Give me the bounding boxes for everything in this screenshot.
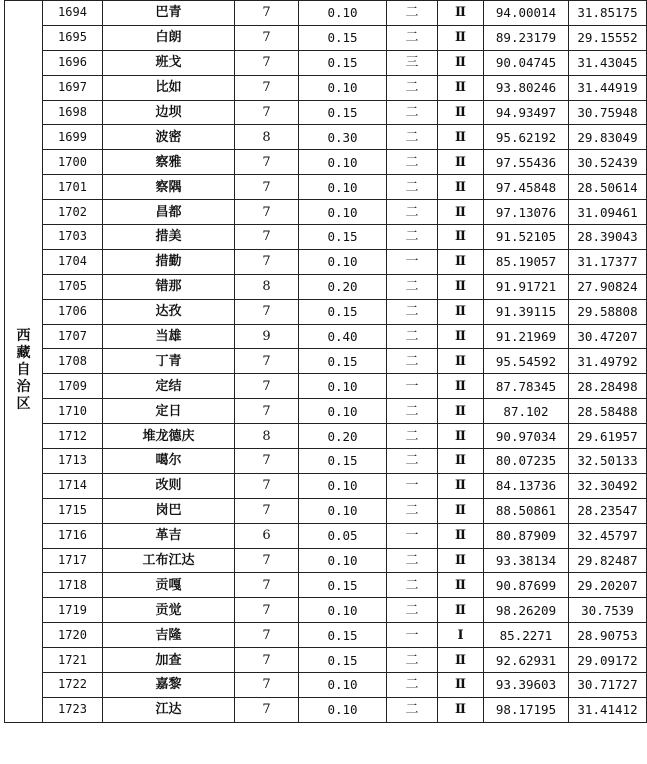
- intensity-cell: 7: [235, 399, 299, 424]
- site-class-cell: Ⅱ: [438, 374, 484, 399]
- latitude-cell: 30.52439: [569, 150, 647, 175]
- station-code-cell: 1714: [43, 473, 103, 498]
- table-row: [5, 573, 647, 598]
- intensity-cell: 8: [235, 125, 299, 150]
- site-class-cell: Ⅱ: [438, 249, 484, 274]
- station-code-cell: 1715: [43, 498, 103, 523]
- site-class-cell: Ⅱ: [438, 424, 484, 449]
- longitude-cell: 87.78345: [484, 374, 569, 399]
- table-row: [5, 598, 647, 623]
- site-class-cell: Ⅱ: [438, 473, 484, 498]
- intensity-cell: 7: [235, 1, 299, 26]
- site-class-cell: Ⅰ: [438, 623, 484, 648]
- longitude-cell: 91.52105: [484, 225, 569, 250]
- acceleration-cell: 0.15: [299, 299, 387, 324]
- table-row: [5, 473, 647, 498]
- table-row: [5, 623, 647, 648]
- site-class-cell: Ⅱ: [438, 324, 484, 349]
- site-class-cell: Ⅱ: [438, 598, 484, 623]
- group-cell: 三: [387, 50, 438, 75]
- site-class-cell: Ⅱ: [438, 673, 484, 698]
- latitude-cell: 28.23547: [569, 498, 647, 523]
- group-cell: 二: [387, 125, 438, 150]
- county-name-cell: 巴青: [103, 1, 235, 26]
- longitude-cell: 97.55436: [484, 150, 569, 175]
- intensity-cell: 7: [235, 449, 299, 474]
- latitude-cell: 30.7539: [569, 598, 647, 623]
- intensity-cell: 7: [235, 175, 299, 200]
- longitude-cell: 94.93497: [484, 100, 569, 125]
- table-row: [5, 548, 647, 573]
- group-cell: 二: [387, 399, 438, 424]
- acceleration-cell: 0.10: [299, 249, 387, 274]
- latitude-cell: 29.58808: [569, 299, 647, 324]
- site-class-cell: Ⅱ: [438, 548, 484, 573]
- acceleration-cell: 0.30: [299, 125, 387, 150]
- group-cell: 二: [387, 349, 438, 374]
- intensity-cell: 7: [235, 150, 299, 175]
- acceleration-cell: 0.10: [299, 673, 387, 698]
- longitude-cell: 87.102: [484, 399, 569, 424]
- region-character: 自: [16, 361, 31, 378]
- longitude-cell: 88.50861: [484, 498, 569, 523]
- county-name-cell: 江达: [103, 697, 235, 722]
- site-class-cell: Ⅱ: [438, 1, 484, 26]
- longitude-cell: 93.38134: [484, 548, 569, 573]
- county-name-cell: 察隅: [103, 175, 235, 200]
- county-name-cell: 措美: [103, 225, 235, 250]
- group-cell: 一: [387, 374, 438, 399]
- station-code-cell: 1716: [43, 523, 103, 548]
- longitude-cell: 94.00014: [484, 1, 569, 26]
- acceleration-cell: 0.40: [299, 324, 387, 349]
- longitude-cell: 97.13076: [484, 200, 569, 225]
- group-cell: 二: [387, 100, 438, 125]
- county-name-cell: 昌都: [103, 200, 235, 225]
- longitude-cell: 90.87699: [484, 573, 569, 598]
- county-name-cell: 革吉: [103, 523, 235, 548]
- region-character: 西: [16, 327, 31, 344]
- group-cell: 二: [387, 598, 438, 623]
- group-cell: 二: [387, 274, 438, 299]
- latitude-cell: 30.75948: [569, 100, 647, 125]
- acceleration-cell: 0.15: [299, 623, 387, 648]
- latitude-cell: 32.30492: [569, 473, 647, 498]
- county-name-cell: 定结: [103, 374, 235, 399]
- acceleration-cell: 0.15: [299, 648, 387, 673]
- table-row: [5, 100, 647, 125]
- intensity-cell: 7: [235, 50, 299, 75]
- table-row: [5, 125, 647, 150]
- site-class-cell: Ⅱ: [438, 349, 484, 374]
- site-class-cell: Ⅱ: [438, 175, 484, 200]
- region-character: 治: [16, 378, 31, 395]
- longitude-cell: 91.39115: [484, 299, 569, 324]
- site-class-cell: Ⅱ: [438, 523, 484, 548]
- acceleration-cell: 0.10: [299, 1, 387, 26]
- acceleration-cell: 0.10: [299, 598, 387, 623]
- acceleration-cell: 0.15: [299, 349, 387, 374]
- acceleration-cell: 0.10: [299, 150, 387, 175]
- intensity-cell: 8: [235, 274, 299, 299]
- site-class-cell: Ⅱ: [438, 573, 484, 598]
- county-name-cell: 贡嘎: [103, 573, 235, 598]
- group-cell: 二: [387, 498, 438, 523]
- station-code-cell: 1705: [43, 274, 103, 299]
- station-code-cell: 1706: [43, 299, 103, 324]
- table-row: [5, 648, 647, 673]
- site-class-cell: Ⅱ: [438, 697, 484, 722]
- intensity-cell: 7: [235, 249, 299, 274]
- intensity-cell: 7: [235, 299, 299, 324]
- site-class-cell: Ⅱ: [438, 399, 484, 424]
- latitude-cell: 28.50614: [569, 175, 647, 200]
- acceleration-cell: 0.05: [299, 523, 387, 548]
- acceleration-cell: 0.10: [299, 473, 387, 498]
- longitude-cell: 84.13736: [484, 473, 569, 498]
- longitude-cell: 95.62192: [484, 125, 569, 150]
- latitude-cell: 27.90824: [569, 274, 647, 299]
- station-code-cell: 1722: [43, 673, 103, 698]
- group-cell: 二: [387, 1, 438, 26]
- region-cell: [5, 1, 43, 723]
- acceleration-cell: 0.15: [299, 50, 387, 75]
- intensity-cell: 7: [235, 573, 299, 598]
- table-row: [5, 50, 647, 75]
- site-class-cell: Ⅱ: [438, 150, 484, 175]
- table-row: [5, 200, 647, 225]
- table-row: [5, 299, 647, 324]
- latitude-cell: 28.39043: [569, 225, 647, 250]
- group-cell: 二: [387, 548, 438, 573]
- intensity-cell: 7: [235, 374, 299, 399]
- latitude-cell: 29.20207: [569, 573, 647, 598]
- acceleration-cell: 0.15: [299, 573, 387, 598]
- group-cell: 二: [387, 225, 438, 250]
- latitude-cell: 29.83049: [569, 125, 647, 150]
- station-code-cell: 1721: [43, 648, 103, 673]
- group-cell: 二: [387, 299, 438, 324]
- longitude-cell: 97.45848: [484, 175, 569, 200]
- county-seismic-table: [4, 0, 647, 723]
- station-code-cell: 1695: [43, 25, 103, 50]
- county-name-cell: 察雅: [103, 150, 235, 175]
- station-code-cell: 1710: [43, 399, 103, 424]
- station-code-cell: 1719: [43, 598, 103, 623]
- latitude-cell: 31.85175: [569, 1, 647, 26]
- site-class-cell: Ⅱ: [438, 200, 484, 225]
- latitude-cell: 30.71727: [569, 673, 647, 698]
- site-class-cell: Ⅱ: [438, 100, 484, 125]
- station-code-cell: 1713: [43, 449, 103, 474]
- site-class-cell: Ⅱ: [438, 225, 484, 250]
- county-name-cell: 堆龙德庆: [103, 424, 235, 449]
- intensity-cell: 7: [235, 200, 299, 225]
- station-code-cell: 1712: [43, 424, 103, 449]
- intensity-cell: 8: [235, 424, 299, 449]
- latitude-cell: 31.43045: [569, 50, 647, 75]
- latitude-cell: 28.28498: [569, 374, 647, 399]
- longitude-cell: 90.04745: [484, 50, 569, 75]
- table-row: [5, 349, 647, 374]
- station-code-cell: 1707: [43, 324, 103, 349]
- group-cell: 二: [387, 175, 438, 200]
- group-cell: 二: [387, 200, 438, 225]
- table-row: [5, 75, 647, 100]
- longitude-cell: 89.23179: [484, 25, 569, 50]
- intensity-cell: 7: [235, 648, 299, 673]
- county-name-cell: 班戈: [103, 50, 235, 75]
- longitude-cell: 98.26209: [484, 598, 569, 623]
- intensity-cell: 7: [235, 673, 299, 698]
- latitude-cell: 28.58488: [569, 399, 647, 424]
- group-cell: 一: [387, 473, 438, 498]
- station-code-cell: 1718: [43, 573, 103, 598]
- longitude-cell: 85.19057: [484, 249, 569, 274]
- site-class-cell: Ⅱ: [438, 75, 484, 100]
- table-row: [5, 399, 647, 424]
- group-cell: 二: [387, 150, 438, 175]
- latitude-cell: 31.17377: [569, 249, 647, 274]
- table-row: [5, 449, 647, 474]
- county-name-cell: 当雄: [103, 324, 235, 349]
- latitude-cell: 32.50133: [569, 449, 647, 474]
- latitude-cell: 31.49792: [569, 349, 647, 374]
- table-row: [5, 225, 647, 250]
- station-code-cell: 1703: [43, 225, 103, 250]
- station-code-cell: 1708: [43, 349, 103, 374]
- acceleration-cell: 0.10: [299, 75, 387, 100]
- intensity-cell: 7: [235, 598, 299, 623]
- latitude-cell: 28.90753: [569, 623, 647, 648]
- intensity-cell: 7: [235, 498, 299, 523]
- site-class-cell: Ⅱ: [438, 648, 484, 673]
- group-cell: 一: [387, 623, 438, 648]
- latitude-cell: 32.45797: [569, 523, 647, 548]
- county-name-cell: 定日: [103, 399, 235, 424]
- region-character: 藏: [16, 344, 31, 361]
- group-cell: 二: [387, 573, 438, 598]
- table-row: [5, 25, 647, 50]
- county-name-cell: 丁青: [103, 349, 235, 374]
- region-character: 区: [16, 395, 31, 412]
- site-class-cell: Ⅱ: [438, 125, 484, 150]
- group-cell: 二: [387, 424, 438, 449]
- intensity-cell: 6: [235, 523, 299, 548]
- county-name-cell: 边坝: [103, 100, 235, 125]
- table-row: [5, 523, 647, 548]
- station-code-cell: 1697: [43, 75, 103, 100]
- table-row: [5, 249, 647, 274]
- site-class-cell: Ⅱ: [438, 25, 484, 50]
- group-cell: 二: [387, 25, 438, 50]
- station-code-cell: 1696: [43, 50, 103, 75]
- group-cell: 一: [387, 523, 438, 548]
- longitude-cell: 98.17195: [484, 697, 569, 722]
- latitude-cell: 31.09461: [569, 200, 647, 225]
- county-name-cell: 岗巴: [103, 498, 235, 523]
- latitude-cell: 30.47207: [569, 324, 647, 349]
- latitude-cell: 31.44919: [569, 75, 647, 100]
- group-cell: 二: [387, 697, 438, 722]
- longitude-cell: 85.2271: [484, 623, 569, 648]
- county-name-cell: 嘉黎: [103, 673, 235, 698]
- acceleration-cell: 0.15: [299, 449, 387, 474]
- table-row: [5, 673, 647, 698]
- site-class-cell: Ⅱ: [438, 299, 484, 324]
- group-cell: 二: [387, 324, 438, 349]
- table-row: [5, 424, 647, 449]
- station-code-cell: 1709: [43, 374, 103, 399]
- acceleration-cell: 0.20: [299, 274, 387, 299]
- station-code-cell: 1702: [43, 200, 103, 225]
- intensity-cell: 7: [235, 623, 299, 648]
- longitude-cell: 91.21969: [484, 324, 569, 349]
- county-name-cell: 吉隆: [103, 623, 235, 648]
- acceleration-cell: 0.10: [299, 548, 387, 573]
- station-code-cell: 1720: [43, 623, 103, 648]
- acceleration-cell: 0.10: [299, 399, 387, 424]
- acceleration-cell: 0.10: [299, 200, 387, 225]
- intensity-cell: 7: [235, 473, 299, 498]
- longitude-cell: 95.54592: [484, 349, 569, 374]
- longitude-cell: 90.97034: [484, 424, 569, 449]
- county-name-cell: 措勤: [103, 249, 235, 274]
- table-row: [5, 697, 647, 722]
- group-cell: 二: [387, 449, 438, 474]
- longitude-cell: 93.80246: [484, 75, 569, 100]
- intensity-cell: 9: [235, 324, 299, 349]
- site-class-cell: Ⅱ: [438, 449, 484, 474]
- longitude-cell: 80.07235: [484, 449, 569, 474]
- intensity-cell: 7: [235, 25, 299, 50]
- table-row: [5, 498, 647, 523]
- intensity-cell: 7: [235, 349, 299, 374]
- acceleration-cell: 0.10: [299, 374, 387, 399]
- station-code-cell: 1723: [43, 697, 103, 722]
- latitude-cell: 29.61957: [569, 424, 647, 449]
- longitude-cell: 91.91721: [484, 274, 569, 299]
- county-name-cell: 白朗: [103, 25, 235, 50]
- station-code-cell: 1701: [43, 175, 103, 200]
- intensity-cell: 7: [235, 697, 299, 722]
- group-cell: 二: [387, 648, 438, 673]
- acceleration-cell: 0.10: [299, 697, 387, 722]
- intensity-cell: 7: [235, 100, 299, 125]
- table-row: [5, 374, 647, 399]
- latitude-cell: 29.15552: [569, 25, 647, 50]
- county-name-cell: 贡觉: [103, 598, 235, 623]
- intensity-cell: 7: [235, 75, 299, 100]
- table-row: [5, 274, 647, 299]
- acceleration-cell: 0.20: [299, 424, 387, 449]
- station-code-cell: 1704: [43, 249, 103, 274]
- county-name-cell: 错那: [103, 274, 235, 299]
- table-row: [5, 324, 647, 349]
- station-code-cell: 1694: [43, 1, 103, 26]
- county-name-cell: 波密: [103, 125, 235, 150]
- latitude-cell: 29.09172: [569, 648, 647, 673]
- site-class-cell: Ⅱ: [438, 50, 484, 75]
- group-cell: 二: [387, 673, 438, 698]
- site-class-cell: Ⅱ: [438, 274, 484, 299]
- county-name-cell: 达孜: [103, 299, 235, 324]
- county-name-cell: 工布江达: [103, 548, 235, 573]
- county-name-cell: 加查: [103, 648, 235, 673]
- intensity-cell: 7: [235, 225, 299, 250]
- table-row: [5, 1, 647, 26]
- acceleration-cell: 0.15: [299, 225, 387, 250]
- county-name-cell: 比如: [103, 75, 235, 100]
- acceleration-cell: 0.15: [299, 25, 387, 50]
- site-class-cell: Ⅱ: [438, 498, 484, 523]
- longitude-cell: 93.39603: [484, 673, 569, 698]
- station-code-cell: 1698: [43, 100, 103, 125]
- county-name-cell: 改则: [103, 473, 235, 498]
- longitude-cell: 92.62931: [484, 648, 569, 673]
- latitude-cell: 29.82487: [569, 548, 647, 573]
- group-cell: 一: [387, 249, 438, 274]
- table-row: [5, 175, 647, 200]
- acceleration-cell: 0.10: [299, 498, 387, 523]
- acceleration-cell: 0.10: [299, 175, 387, 200]
- group-cell: 二: [387, 75, 438, 100]
- acceleration-cell: 0.15: [299, 100, 387, 125]
- county-name-cell: 噶尔: [103, 449, 235, 474]
- station-code-cell: 1717: [43, 548, 103, 573]
- table-row: [5, 150, 647, 175]
- intensity-cell: 7: [235, 548, 299, 573]
- longitude-cell: 80.87909: [484, 523, 569, 548]
- station-code-cell: 1700: [43, 150, 103, 175]
- station-code-cell: 1699: [43, 125, 103, 150]
- latitude-cell: 31.41412: [569, 697, 647, 722]
